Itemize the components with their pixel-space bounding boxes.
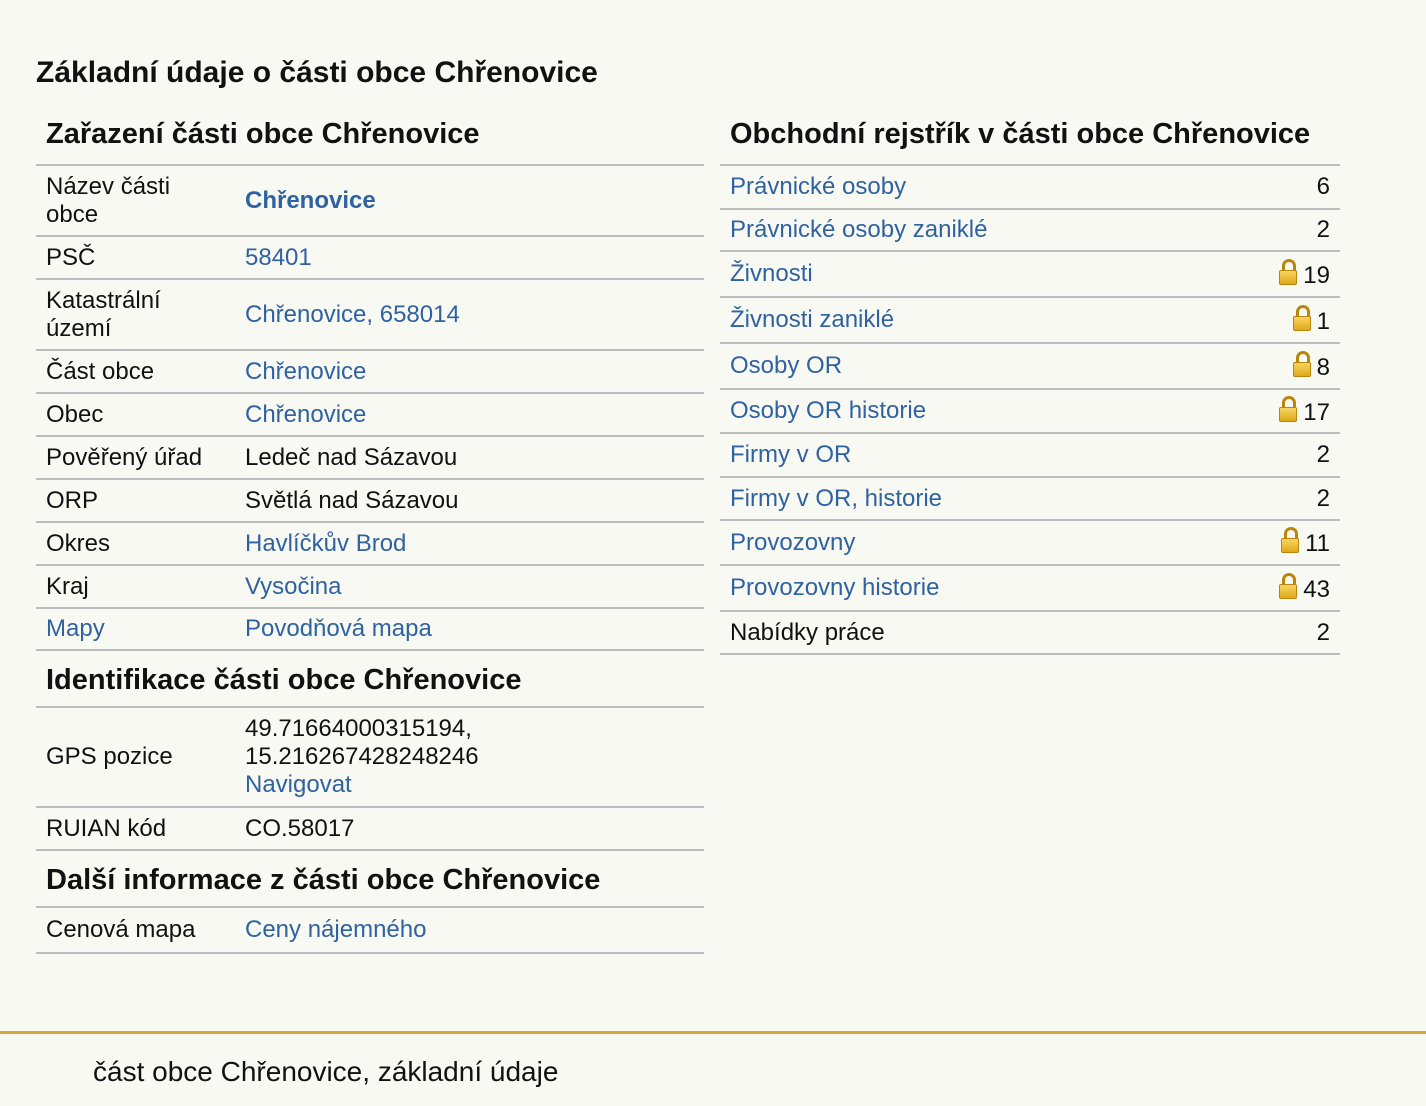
lock-icon [1279, 396, 1297, 422]
footer-text: část obce Chřenovice, základní údaje [93, 1056, 559, 1087]
table-row [36, 908, 704, 953]
table-row [36, 436, 704, 479]
table-row [36, 565, 704, 608]
row-label: ORP [36, 479, 235, 522]
pravnicke-osoby-zanikle-link[interactable]: Právnické osoby zaniklé [730, 216, 988, 243]
dalsi-title: Další informace z části obce Chřenovice [36, 851, 704, 908]
count: 2 [1214, 433, 1340, 477]
table-row [720, 297, 1340, 343]
mapy-link[interactable]: Mapy [46, 615, 105, 642]
footer-divider [0, 1031, 1426, 1034]
row-label: Obec [36, 393, 235, 436]
orp-value: Světlá nad Sázavou [235, 479, 704, 522]
gps-latitude: 49.71664000315194, [245, 715, 472, 742]
row-label: Část obce [36, 350, 235, 393]
nabidky-prace-label: Nabídky práce [720, 611, 1214, 654]
zarazeni-title: Zařazení části obce Chřenovice [36, 108, 704, 166]
right-column [720, 108, 1340, 655]
row-label: Kraj [36, 565, 235, 608]
rejstrik-title: Obchodní rejstřík v části obce Chřenovice [720, 108, 1340, 166]
lock-icon [1279, 259, 1297, 285]
osoby-or-historie-link[interactable]: Osoby OR historie [730, 397, 927, 424]
cast-obce-link[interactable]: Chřenovice [245, 357, 367, 385]
table-row [720, 389, 1340, 433]
nazev-link[interactable]: Chřenovice [245, 186, 376, 214]
obec-link[interactable]: Chřenovice [245, 400, 367, 428]
lock-icon [1293, 305, 1311, 331]
gps-label: GPS pozice [36, 708, 235, 807]
table-row [36, 166, 704, 236]
pravnicke-osoby-link[interactable]: Právnické osoby [730, 173, 907, 200]
zarazeni-table [36, 166, 704, 651]
row-label: PSČ [36, 236, 235, 279]
table-row [36, 279, 704, 350]
count: 8 [1316, 353, 1330, 381]
table-row [36, 393, 704, 436]
page-title: Základní údaje o části obce Chřenovice [36, 56, 598, 89]
table-row [720, 343, 1340, 389]
row-label: Katastrální území [36, 279, 235, 350]
table-row [36, 807, 704, 850]
count: 6 [1214, 166, 1340, 209]
left-column [36, 108, 704, 954]
row-label: Pověřený úřad [36, 436, 235, 479]
povereny-urad-value: Ledeč nad Sázavou [235, 436, 704, 479]
table-row [720, 433, 1340, 477]
table-row [36, 350, 704, 393]
cenova-mapa-label: Cenová mapa [36, 908, 235, 953]
identifikace-title: Identifikace části obce Chřenovice [36, 651, 704, 708]
dalsi-table [36, 908, 704, 954]
lock-icon [1293, 351, 1311, 377]
row-label: Okres [36, 522, 235, 565]
table-row [720, 565, 1340, 611]
identifikace-table [36, 708, 704, 851]
count: 11 [1305, 530, 1330, 557]
firmy-v-or-historie-link[interactable]: Firmy v OR, historie [730, 484, 943, 512]
table-row [36, 522, 704, 565]
count: 1 [1316, 307, 1330, 335]
ceny-najemneho-link[interactable]: Ceny nájemného [245, 916, 427, 943]
count: 17 [1303, 398, 1330, 426]
table-row [720, 520, 1340, 565]
table-row [720, 166, 1340, 209]
count: 43 [1303, 575, 1330, 603]
gps-longitude: 15.216267428248246 [245, 743, 479, 770]
okres-link[interactable]: Havlíčkův Brod [245, 529, 407, 557]
zivnosti-zanikle-link[interactable]: Živnosti zaniklé [730, 306, 895, 333]
katastralni-uzemi-link[interactable]: Chřenovice, 658014 [245, 300, 460, 328]
navigovat-link[interactable]: Navigovat [245, 771, 352, 798]
psc-link[interactable]: 58401 [245, 243, 312, 271]
lock-icon [1281, 527, 1299, 553]
table-row [720, 251, 1340, 297]
count: 19 [1303, 261, 1330, 289]
osoby-or-link[interactable]: Osoby OR [730, 352, 843, 379]
kraj-link[interactable]: Vysočina [245, 572, 342, 600]
table-row [720, 477, 1340, 520]
lock-icon [1279, 573, 1297, 599]
table-row [720, 611, 1340, 654]
table-row [36, 236, 704, 279]
table-row [36, 479, 704, 522]
count: 2 [1214, 611, 1340, 654]
row-label: Název části obce [36, 166, 235, 236]
provozovny-historie-link[interactable]: Provozovny historie [730, 574, 940, 601]
provozovny-link[interactable]: Provozovny [730, 528, 856, 556]
table-row [36, 608, 704, 650]
ruian-label: RUIAN kód [36, 807, 235, 850]
count: 2 [1214, 209, 1340, 251]
povodnova-mapa-link[interactable]: Povodňová mapa [245, 615, 432, 642]
firmy-v-or-link[interactable]: Firmy v OR [730, 441, 852, 468]
count: 2 [1214, 477, 1340, 520]
table-row [36, 708, 704, 807]
rejstrik-table [720, 166, 1340, 655]
zivnosti-link[interactable]: Živnosti [730, 260, 813, 287]
ruian-value: CO.58017 [235, 807, 704, 850]
table-row [720, 209, 1340, 251]
